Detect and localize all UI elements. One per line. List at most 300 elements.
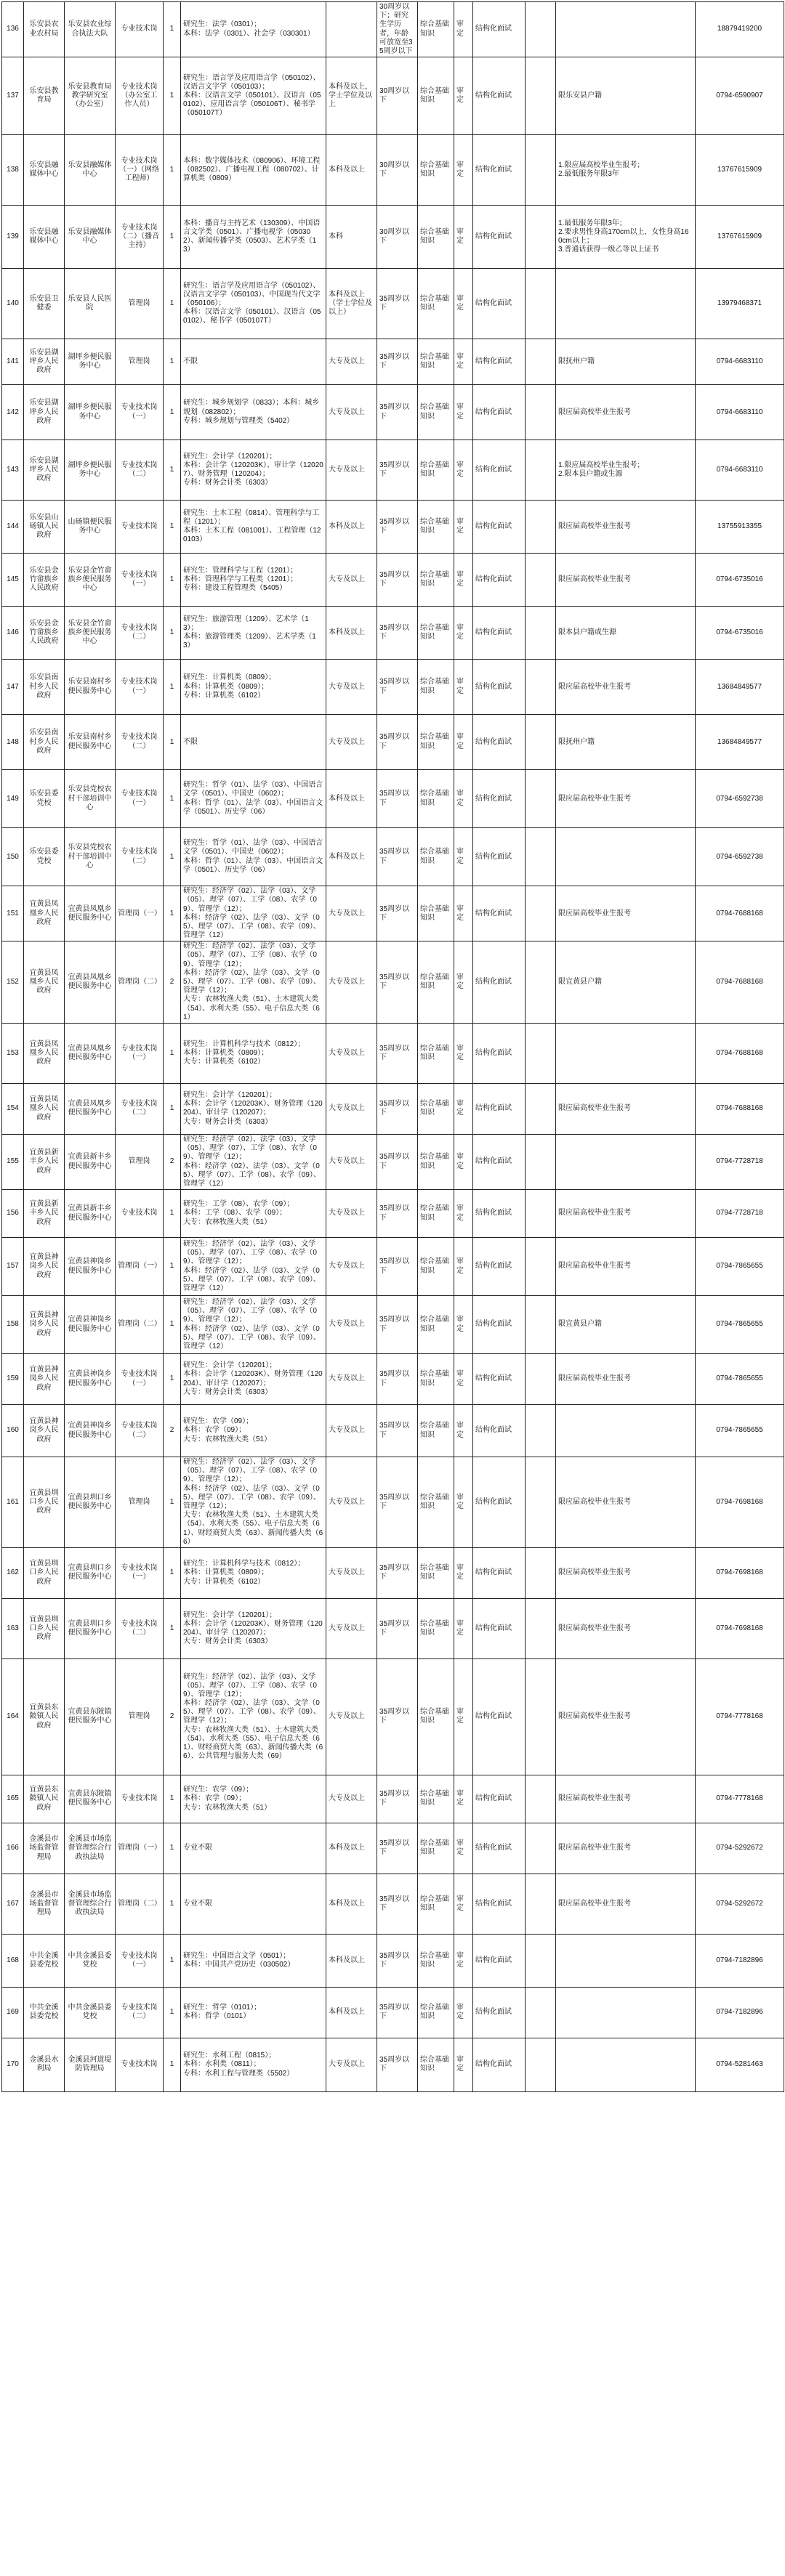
age-cell: 35周岁以下	[377, 941, 418, 1024]
employer-cell: 金溪县市场监督管理综合行政执法局	[65, 1874, 116, 1934]
major-cell: 研究生：农学（09）； 本科：农学（09）； 大专：农林牧渔大类（51）	[181, 1775, 326, 1823]
review-cell: 审定	[454, 1296, 473, 1354]
table-row	[2, 1658, 784, 1775]
quota-cell: 1	[164, 57, 181, 135]
remarks-cell: 限抚州户籍	[556, 715, 696, 770]
interview-cell: 结构化面试	[473, 1547, 526, 1598]
review-cell: 审定	[454, 501, 473, 554]
phone-cell: 13979468371	[696, 269, 784, 339]
table-row	[2, 385, 784, 440]
table-row	[2, 941, 784, 1024]
table-row	[2, 57, 784, 135]
major-cell: 研究生：农学（09）； 本科：农学（09）； 大专：农林牧渔大类（51）	[181, 1405, 326, 1457]
phone-cell: 0794-7865655	[696, 1354, 784, 1405]
quota-cell: 1	[164, 1457, 181, 1548]
post-cell: 管理岗（一）	[116, 1238, 164, 1296]
department-cell: 宜黄县凤凰乡人民政府	[24, 1023, 65, 1083]
major-cell: 研究生：经济学（02）、法学（03）、文学（05）、理学（07）、工学（08）、农学（09）、管理学（12）； 本科：经济学（02）、法学（03）、文学（05）、理学（07）、工学（08）、农学（09）、管理学（12）； 大专：农林牧渔大类（51）、土木建筑大类（54）、水利大类（55）、电子信息大类（61）、财经商贸大类（63）、新闻传播大类（66）	[181, 1457, 326, 1548]
table-row	[2, 660, 784, 715]
exam-subject-cell: 综合基础知识	[418, 1296, 454, 1354]
table-row	[2, 1134, 784, 1189]
remarks-cell	[556, 1987, 696, 2038]
table-row	[2, 269, 784, 339]
employer-cell: 宜黄县凤凰乡便民服务中心	[65, 886, 116, 941]
employer-cell: 山砀镇便民服务中心	[65, 501, 116, 554]
table-row	[2, 1598, 784, 1658]
post-cell: 管理岗（二）	[116, 941, 164, 1024]
department-cell: 乐安县融媒体中心	[24, 135, 65, 206]
employer-cell: 宜黄县凤凰乡便民服务中心	[65, 1023, 116, 1083]
row-number-cell: 158	[2, 1296, 24, 1354]
major-cell: 本科：数字媒体技术（080906）、环境工程（082502）、广播电视工程（080702）、计算机类（0809）	[181, 135, 326, 206]
education-cell: 大专及以上	[326, 440, 377, 501]
major-cell: 研究生：计算机科学与技术（0812）； 本科：计算机类（0809）； 大专：计算机类（6102）	[181, 1023, 326, 1083]
major-cell: 研究生：经济学（02）、法学（03）、文学（05）、理学（07）、工学（08）、农学（09）、管理学（12）； 本科：经济学（02）、法学（03）、文学（05）、理学（07）、工学（08）、农学（09）、管理学（12）	[181, 1134, 326, 1189]
phone-cell: 13755913355	[696, 501, 784, 554]
post-cell: 专业技术岗（一）	[116, 1354, 164, 1405]
education-cell: 本科及以上	[326, 770, 377, 828]
quota-cell: 1	[164, 2038, 181, 2091]
education-cell: 大专及以上	[326, 1083, 377, 1134]
department-cell: 宜黄县东陂镇人民政府	[24, 1775, 65, 1823]
exam-subject-cell: 综合基础知识	[418, 715, 454, 770]
interview-cell: 结构化面试	[473, 206, 526, 269]
review-cell: 审定	[454, 1134, 473, 1189]
age-cell: 30周岁以下	[377, 206, 418, 269]
post-cell: 管理岗（二）	[116, 1874, 164, 1934]
table-row	[2, 1083, 784, 1134]
row-number-cell: 153	[2, 1023, 24, 1083]
department-cell: 中共金溪县委党校	[24, 1987, 65, 2038]
education-cell: 本科及以上（学士学位及以上）	[326, 269, 377, 339]
row-number-cell: 146	[2, 607, 24, 660]
row-number-cell: 157	[2, 1238, 24, 1296]
post-cell: 专业技术岗（一）	[116, 770, 164, 828]
interview-cell: 结构化面试	[473, 1238, 526, 1296]
post-cell: 专业技术岗（一）	[116, 554, 164, 607]
row-number-cell: 150	[2, 828, 24, 886]
interview-cell: 结构化面试	[473, 554, 526, 607]
other-cell	[526, 607, 556, 660]
employer-cell: 湖坪乡便民服务中心	[65, 440, 116, 501]
post-cell: 专业技术岗（一）	[116, 385, 164, 440]
age-cell: 35周岁以下	[377, 828, 418, 886]
row-number-cell: 169	[2, 1987, 24, 2038]
review-cell: 审定	[454, 339, 473, 385]
education-cell: 大专及以上	[326, 1658, 377, 1775]
other-cell	[526, 1775, 556, 1823]
phone-cell: 0794-6683110	[696, 440, 784, 501]
age-cell: 35周岁以下	[377, 1823, 418, 1874]
remarks-cell: 限应届高校毕业生报考	[556, 554, 696, 607]
table-row	[2, 1023, 784, 1083]
review-cell: 审定	[454, 554, 473, 607]
quota-cell: 1	[164, 886, 181, 941]
phone-cell: 0794-7688168	[696, 886, 784, 941]
department-cell: 乐安县委党校	[24, 828, 65, 886]
exam-subject-cell: 综合基础知识	[418, 339, 454, 385]
review-cell: 审定	[454, 1874, 473, 1934]
quota-cell: 1	[164, 1023, 181, 1083]
row-number-cell: 167	[2, 1874, 24, 1934]
phone-cell: 0794-7698168	[696, 1457, 784, 1548]
quota-cell: 1	[164, 1083, 181, 1134]
other-cell	[526, 715, 556, 770]
quota-cell: 1	[164, 1987, 181, 2038]
remarks-cell: 限应届高校毕业生报考	[556, 1598, 696, 1658]
phone-cell: 0794-7688168	[696, 1023, 784, 1083]
major-cell: 研究生：中国语言文学（0501）； 本科：中国共产党历史（030502）	[181, 1934, 326, 1987]
table-row	[2, 1934, 784, 1987]
review-cell: 审定	[454, 440, 473, 501]
age-cell: 30周岁以下	[377, 57, 418, 135]
age-cell: 30周岁以下；研究生学历者，年龄可放宽至35周岁以下	[377, 2, 418, 57]
education-cell: 本科	[326, 206, 377, 269]
review-cell: 审定	[454, 770, 473, 828]
interview-cell: 结构化面试	[473, 1934, 526, 1987]
education-cell: 大专及以上	[326, 385, 377, 440]
department-cell: 宜黄县凤凰乡人民政府	[24, 941, 65, 1024]
post-cell: 管理岗	[116, 339, 164, 385]
remarks-cell: 限应届高校毕业生报考	[556, 1238, 696, 1296]
remarks-cell: 限宜黄县户籍	[556, 941, 696, 1024]
education-cell: 大专及以上	[326, 1238, 377, 1296]
education-cell: 大专及以上	[326, 660, 377, 715]
remarks-cell: 限应届高校毕业生报考	[556, 1547, 696, 1598]
remarks-cell: 1.最低服务年限3年； 2.要求男性身高170cm以上，女性身高160cm以上； 3.普通话获得一级乙等以上证书	[556, 206, 696, 269]
education-cell: 大专及以上	[326, 715, 377, 770]
other-cell	[526, 1874, 556, 1934]
remarks-cell: 1.限应届高校毕业生报考； 2.最低服务年限3年	[556, 135, 696, 206]
remarks-cell: 1.限应届高校毕业生报考； 2.限本县户籍或生源	[556, 440, 696, 501]
quota-cell: 1	[164, 1190, 181, 1238]
education-cell: 大专及以上	[326, 1547, 377, 1598]
phone-cell: 0794-6735016	[696, 607, 784, 660]
interview-cell: 结构化面试	[473, 1987, 526, 2038]
education-cell: 本科及以上	[326, 135, 377, 206]
quota-cell: 1	[164, 1598, 181, 1658]
age-cell: 35周岁以下	[377, 1354, 418, 1405]
exam-subject-cell: 综合基础知识	[418, 57, 454, 135]
table-row	[2, 828, 784, 886]
quota-cell: 1	[164, 440, 181, 501]
age-cell: 35周岁以下	[377, 1023, 418, 1083]
exam-subject-cell: 综合基础知识	[418, 1775, 454, 1823]
row-number-cell: 143	[2, 440, 24, 501]
row-number-cell: 154	[2, 1083, 24, 1134]
major-cell: 研究生：哲学（01）、法学（03）、中国语言文学（0501）、中国史（0602）； 本科：哲学（01）、法学（03）、中国语言文学（0501）、历史学（06）	[181, 828, 326, 886]
age-cell: 35周岁以下	[377, 2038, 418, 2091]
post-cell: 专业技术岗（二）	[116, 440, 164, 501]
interview-cell: 结构化面试	[473, 2038, 526, 2091]
interview-cell: 结构化面试	[473, 440, 526, 501]
other-cell	[526, 1823, 556, 1874]
other-cell	[526, 1457, 556, 1548]
age-cell: 35周岁以下	[377, 1190, 418, 1238]
table-row	[2, 1457, 784, 1548]
age-cell: 35周岁以下	[377, 339, 418, 385]
employer-cell: 宜黄县新丰乡便民服务中心	[65, 1134, 116, 1189]
major-cell: 研究生：会计学（120201）； 本科：会计学（120203K）、财务管理（120204）、审计学（120207）； 大专：财务会计类（6303）	[181, 1598, 326, 1658]
other-cell	[526, 1296, 556, 1354]
other-cell	[526, 1238, 556, 1296]
age-cell: 35周岁以下	[377, 607, 418, 660]
interview-cell: 结构化面试	[473, 1658, 526, 1775]
education-cell: 大专及以上	[326, 2038, 377, 2091]
age-cell: 35周岁以下	[377, 715, 418, 770]
post-cell: 专业技术岗（二）	[116, 1405, 164, 1457]
employer-cell: 乐安县融媒体中心	[65, 135, 116, 206]
quota-cell: 1	[164, 1354, 181, 1405]
review-cell: 审定	[454, 1083, 473, 1134]
remarks-cell	[556, 1934, 696, 1987]
education-cell: 大专及以上	[326, 1296, 377, 1354]
education-cell: 本科及以上	[326, 607, 377, 660]
major-cell: 不限	[181, 715, 326, 770]
row-number-cell: 137	[2, 57, 24, 135]
table-row	[2, 1987, 784, 2038]
row-number-cell: 147	[2, 660, 24, 715]
row-number-cell: 165	[2, 1775, 24, 1823]
post-cell: 专业技术岗（二）	[116, 828, 164, 886]
employer-cell: 宜黄县凤凰乡便民服务中心	[65, 941, 116, 1024]
age-cell: 35周岁以下	[377, 1238, 418, 1296]
interview-cell: 结构化面试	[473, 1083, 526, 1134]
phone-cell: 0794-7728718	[696, 1190, 784, 1238]
education-cell: 本科及以上	[326, 1934, 377, 1987]
department-cell: 乐安县南村乡人民政府	[24, 660, 65, 715]
department-cell: 宜黄县凤凰乡人民政府	[24, 1083, 65, 1134]
major-cell: 研究生：经济学（02）、法学（03）、文学（05）、理学（07）、工学（08）、农学（09）、管理学（12）； 本科：经济学（02）、法学（03）、文学（05）、理学（07）、工学（08）、农学（09）、管理学（12）	[181, 1238, 326, 1296]
phone-cell: 0794-7182896	[696, 1987, 784, 2038]
other-cell	[526, 1023, 556, 1083]
remarks-cell: 限应届高校毕业生报考	[556, 886, 696, 941]
table-row	[2, 339, 784, 385]
interview-cell: 结构化面试	[473, 269, 526, 339]
other-cell	[526, 886, 556, 941]
other-cell	[526, 1934, 556, 1987]
post-cell: 专业技术岗（二）	[116, 1598, 164, 1658]
department-cell: 宜黄县圳口乡人民政府	[24, 1598, 65, 1658]
remarks-cell	[556, 1023, 696, 1083]
exam-subject-cell: 综合基础知识	[418, 1874, 454, 1934]
table-row	[2, 2038, 784, 2091]
education-cell	[326, 2, 377, 57]
department-cell: 宜黄县神岗乡人民政府	[24, 1354, 65, 1405]
exam-subject-cell: 综合基础知识	[418, 206, 454, 269]
interview-cell: 结构化面试	[473, 941, 526, 1024]
major-cell: 研究生：城乡规划学（0833）；本科：城乡规划（082802）； 专科：城乡规划与管理类（5402）	[181, 385, 326, 440]
table-row	[2, 770, 784, 828]
quota-cell: 1	[164, 828, 181, 886]
education-cell: 本科及以上	[326, 501, 377, 554]
department-cell: 乐安县教育局	[24, 57, 65, 135]
remarks-cell: 限抚州户籍	[556, 339, 696, 385]
exam-subject-cell: 综合基础知识	[418, 1987, 454, 2038]
age-cell: 35周岁以下	[377, 554, 418, 607]
exam-subject-cell: 综合基础知识	[418, 1083, 454, 1134]
major-cell: 研究生：水利工程（0815）； 本科：水利类（0811）； 专科：水利工程与管理类（5502）	[181, 2038, 326, 2091]
phone-cell: 13684849577	[696, 715, 784, 770]
exam-subject-cell: 综合基础知识	[418, 1405, 454, 1457]
employer-cell: 湖坪乡便民服务中心	[65, 385, 116, 440]
post-cell: 管理岗	[116, 1658, 164, 1775]
employer-cell: 湖坪乡便民服务中心	[65, 339, 116, 385]
exam-subject-cell: 综合基础知识	[418, 440, 454, 501]
interview-cell: 结构化面试	[473, 1354, 526, 1405]
quota-cell: 1	[164, 715, 181, 770]
row-number-cell: 148	[2, 715, 24, 770]
remarks-cell: 限本县户籍或生源	[556, 607, 696, 660]
department-cell: 乐安县委党校	[24, 770, 65, 828]
review-cell: 审定	[454, 2038, 473, 2091]
table-row	[2, 501, 784, 554]
exam-subject-cell: 综合基础知识	[418, 554, 454, 607]
major-cell: 研究生：哲学（01）、法学（03）、中国语言文学（0501）、中国史（0602）； 本科：哲学（01）、法学（03）、中国语言文学（0501）、历史学（06）	[181, 770, 326, 828]
other-cell	[526, 1987, 556, 2038]
education-cell: 大专及以上	[326, 1775, 377, 1823]
table-row	[2, 1238, 784, 1296]
recruitment-table	[1, 1, 784, 2092]
table-row	[2, 135, 784, 206]
quota-cell: 1	[164, 385, 181, 440]
row-number-cell: 139	[2, 206, 24, 269]
interview-cell: 结构化面试	[473, 1134, 526, 1189]
age-cell: 35周岁以下	[377, 1405, 418, 1457]
other-cell	[526, 135, 556, 206]
phone-cell: 0794-7778168	[696, 1775, 784, 1823]
phone-cell: 0794-6592738	[696, 770, 784, 828]
age-cell: 35周岁以下	[377, 770, 418, 828]
quota-cell: 1	[164, 1775, 181, 1823]
major-cell: 不限	[181, 339, 326, 385]
interview-cell: 结构化面试	[473, 2, 526, 57]
other-cell	[526, 1598, 556, 1658]
row-number-cell: 170	[2, 2038, 24, 2091]
age-cell: 35周岁以下	[377, 660, 418, 715]
row-number-cell: 142	[2, 385, 24, 440]
other-cell	[526, 1190, 556, 1238]
review-cell: 审定	[454, 57, 473, 135]
age-cell: 35周岁以下	[377, 385, 418, 440]
other-cell	[526, 1405, 556, 1457]
quota-cell: 1	[164, 1238, 181, 1296]
employer-cell: 宜黄县神岗乡便民服务中心	[65, 1405, 116, 1457]
review-cell: 审定	[454, 660, 473, 715]
department-cell: 宜黄县神岗乡人民政府	[24, 1238, 65, 1296]
review-cell: 审定	[454, 135, 473, 206]
major-cell: 研究生：经济学（02）、法学（03）、文学（05）、理学（07）、工学（08）、农学（09）、管理学（12）； 本科：经济学（02）、法学（03）、文学（05）、理学（07）、工学（08）、农学（09）、管理学（12）； 大专：农林牧渔大类（51）、土木建筑大类（54）、水利大类（55）、电子信息大类（61）、财经商贸大类（63）、新闻传播大类（66）、公共管理与服务大类（69）	[181, 1658, 326, 1775]
department-cell: 乐安县南村乡人民政府	[24, 715, 65, 770]
education-cell: 大专及以上	[326, 554, 377, 607]
interview-cell: 结构化面试	[473, 1598, 526, 1658]
employer-cell: 乐安县南村乡便民服务中心	[65, 660, 116, 715]
post-cell: 管理岗	[116, 269, 164, 339]
exam-subject-cell: 综合基础知识	[418, 501, 454, 554]
department-cell: 乐安县融媒体中心	[24, 206, 65, 269]
post-cell: 专业技术岗	[116, 501, 164, 554]
education-cell: 大专及以上	[326, 339, 377, 385]
post-cell: 专业技术岗（二）	[116, 1083, 164, 1134]
employer-cell: 乐安县南村乡便民服务中心	[65, 715, 116, 770]
education-cell: 大专及以上	[326, 1405, 377, 1457]
quota-cell: 1	[164, 135, 181, 206]
department-cell: 宜黄县新丰乡人民政府	[24, 1134, 65, 1189]
phone-cell: 0794-6683110	[696, 339, 784, 385]
remarks-cell: 限应届高校毕业生报考	[556, 1083, 696, 1134]
department-cell: 乐安县湖坪乡人民政府	[24, 339, 65, 385]
interview-cell: 结构化面试	[473, 1823, 526, 1874]
age-cell: 35周岁以下	[377, 1083, 418, 1134]
post-cell: 专业技术岗（办公室工作人员）	[116, 57, 164, 135]
major-cell: 研究生：计算机科学与技术（0812）； 本科：计算机类（0809）； 大专：计算机类（6102）	[181, 1547, 326, 1598]
exam-subject-cell: 综合基础知识	[418, 135, 454, 206]
exam-subject-cell: 综合基础知识	[418, 1190, 454, 1238]
other-cell	[526, 339, 556, 385]
quota-cell: 1	[164, 206, 181, 269]
post-cell: 专业技术岗（二）	[116, 607, 164, 660]
remarks-cell: 限应届高校毕业生报考	[556, 501, 696, 554]
table-row	[2, 1354, 784, 1405]
employer-cell: 乐安县金竹畲族乡便民服务中心	[65, 607, 116, 660]
table-body	[2, 2, 784, 2092]
employer-cell: 乐安县融媒体中心	[65, 206, 116, 269]
other-cell	[526, 2038, 556, 2091]
department-cell: 乐安县山砀镇人民政府	[24, 501, 65, 554]
row-number-cell: 144	[2, 501, 24, 554]
department-cell: 金溪县市场监督管理局	[24, 1874, 65, 1934]
other-cell	[526, 1134, 556, 1189]
quota-cell: 1	[164, 554, 181, 607]
interview-cell: 结构化面试	[473, 339, 526, 385]
age-cell: 35周岁以下	[377, 1547, 418, 1598]
quota-cell: 1	[164, 660, 181, 715]
review-cell: 审定	[454, 1823, 473, 1874]
quota-cell: 1	[164, 1874, 181, 1934]
phone-cell: 0794-5292672	[696, 1823, 784, 1874]
quota-cell: 1	[164, 269, 181, 339]
major-cell: 研究生：计算机类（0809）； 本科：计算机类（0809）； 专科：计算机类（6102）	[181, 660, 326, 715]
exam-subject-cell: 综合基础知识	[418, 2038, 454, 2091]
phone-cell: 0794-7698168	[696, 1598, 784, 1658]
employer-cell: 宜黄县神岗乡便民服务中心	[65, 1238, 116, 1296]
department-cell: 宜黄县神岗乡人民政府	[24, 1296, 65, 1354]
interview-cell: 结构化面试	[473, 715, 526, 770]
remarks-cell: 限应届高校毕业生报考	[556, 1658, 696, 1775]
table-row	[2, 1874, 784, 1934]
quota-cell: 2	[164, 1658, 181, 1775]
department-cell: 宜黄县新丰乡人民政府	[24, 1190, 65, 1238]
remarks-cell	[556, 269, 696, 339]
age-cell: 35周岁以下	[377, 1598, 418, 1658]
employer-cell: 宜黄县圳口乡便民服务中心	[65, 1547, 116, 1598]
row-number-cell: 155	[2, 1134, 24, 1189]
exam-subject-cell: 综合基础知识	[418, 1823, 454, 1874]
exam-subject-cell: 综合基础知识	[418, 1934, 454, 1987]
row-number-cell: 145	[2, 554, 24, 607]
employer-cell: 乐安县党校农村干部培训中心	[65, 770, 116, 828]
department-cell: 乐安县湖坪乡人民政府	[24, 440, 65, 501]
other-cell	[526, 1354, 556, 1405]
education-cell: 本科及以上	[326, 828, 377, 886]
other-cell	[526, 2, 556, 57]
post-cell: 专业技术岗	[116, 1775, 164, 1823]
education-cell: 大专及以上	[326, 886, 377, 941]
employer-cell: 乐安县金竹畲族乡便民服务中心	[65, 554, 116, 607]
education-cell: 大专及以上	[326, 1134, 377, 1189]
post-cell: 管理岗	[116, 1457, 164, 1548]
interview-cell: 结构化面试	[473, 1405, 526, 1457]
